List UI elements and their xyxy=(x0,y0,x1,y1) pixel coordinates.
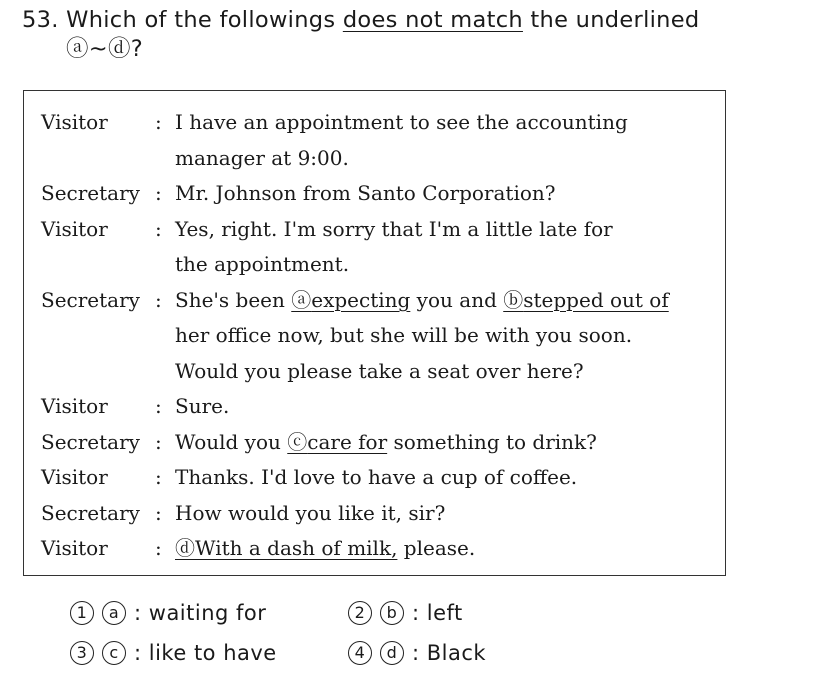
dialogue-line: Secretary : She's been ⓐexpecting you and ⓑstepped out of her office now, but she will be with you soon. Would you please take a seat over here? xyxy=(41,283,717,390)
marker-b: ⓑ xyxy=(503,287,524,312)
speaker: Visitor xyxy=(41,216,108,241)
question-emphasis: does not match xyxy=(342,7,523,33)
speaker-colon: : xyxy=(155,429,162,454)
question-prefix: Which of the followings xyxy=(66,7,336,33)
marker-a: ⓐ xyxy=(291,287,312,312)
line-text: the appointment. xyxy=(175,252,350,276)
line-text: Would you xyxy=(175,429,288,454)
question-number: 53. xyxy=(22,7,59,33)
line-text: How would you like it, sir? xyxy=(175,500,446,525)
option-letter: b xyxy=(380,601,404,625)
underlined-b: ⓑstepped out of xyxy=(503,287,669,312)
dialogue-line xyxy=(41,389,717,425)
line-text: Mr. Johnson from Santo Corporation? xyxy=(175,181,556,205)
option-text: Black xyxy=(426,641,487,665)
option-sep: : xyxy=(412,601,420,625)
option-text: waiting for xyxy=(148,601,267,625)
option-letter: c xyxy=(102,641,126,665)
line-text: her office now, but she will be with you soon. xyxy=(175,323,633,347)
speaker-colon: : xyxy=(155,110,162,134)
dialogue xyxy=(41,105,717,567)
dialogue-line xyxy=(41,212,717,283)
line-text: Sure. xyxy=(175,394,230,418)
speaker-colon: : xyxy=(155,500,162,525)
option-text: left xyxy=(426,601,463,625)
underlined-c: ⓒcare for xyxy=(287,429,388,454)
speaker: Secretary xyxy=(41,181,140,205)
dialogue-line xyxy=(41,460,717,496)
dialogue-line xyxy=(41,496,717,532)
option-letter: a xyxy=(102,601,126,625)
line-text: Thanks. I'd love to have a cup of coffee. xyxy=(175,465,578,489)
line-text: Would you please take a seat over here? xyxy=(175,358,584,383)
dialogue-box xyxy=(23,90,726,576)
speaker-colon: : xyxy=(155,394,162,418)
speaker: Visitor xyxy=(41,465,108,489)
speaker-colon: : xyxy=(155,465,162,489)
speaker: Secretary xyxy=(41,287,140,312)
marker-d: ⓓ xyxy=(175,536,195,560)
line-text: I have an appointment to see the accounting xyxy=(175,110,628,134)
line-text: She's been xyxy=(175,287,292,312)
question-suffix: the underlined xyxy=(530,7,700,33)
option-text: like to have xyxy=(148,641,277,665)
speaker: Visitor xyxy=(41,394,108,418)
option-number: 2 xyxy=(348,601,372,625)
speaker: Visitor xyxy=(41,536,108,560)
line-text: Yes, right. I'm sorry that I'm a little late for xyxy=(175,216,613,241)
underlined-a: ⓐexpecting xyxy=(291,287,411,312)
option-number: 3 xyxy=(70,641,94,665)
marker-c: ⓒ xyxy=(287,429,308,454)
dialogue-line xyxy=(41,105,717,176)
line-text: manager at 9:00. xyxy=(175,145,349,170)
underlined-d: ⓓWith a dash of milk, xyxy=(175,536,398,560)
option-sep: : xyxy=(134,601,142,625)
option-sep: : xyxy=(134,641,142,665)
dialogue-line: Visitor : ⓓWith a dash of milk, please. xyxy=(41,531,717,567)
speaker-colon: : xyxy=(155,287,162,312)
option-letter: d xyxy=(380,641,404,665)
option-2[interactable] xyxy=(348,592,463,634)
speaker: Secretary xyxy=(41,429,140,454)
speaker-colon: : xyxy=(155,216,162,241)
speaker: Secretary xyxy=(41,500,140,525)
speaker-colon: : xyxy=(155,536,162,560)
speaker: Visitor xyxy=(41,110,108,134)
speaker-colon: : xyxy=(155,181,162,205)
dialogue-line xyxy=(41,176,717,212)
question-stem xyxy=(22,6,812,64)
option-sep: : xyxy=(412,641,420,665)
question-range: ⓐ~ⓓ? xyxy=(66,36,143,62)
option-number: 1 xyxy=(70,601,94,625)
option-1[interactable] xyxy=(70,592,266,634)
option-number: 4 xyxy=(348,641,372,665)
dialogue-line: Secretary : Would you ⓒcare for something to drink? xyxy=(41,425,717,461)
